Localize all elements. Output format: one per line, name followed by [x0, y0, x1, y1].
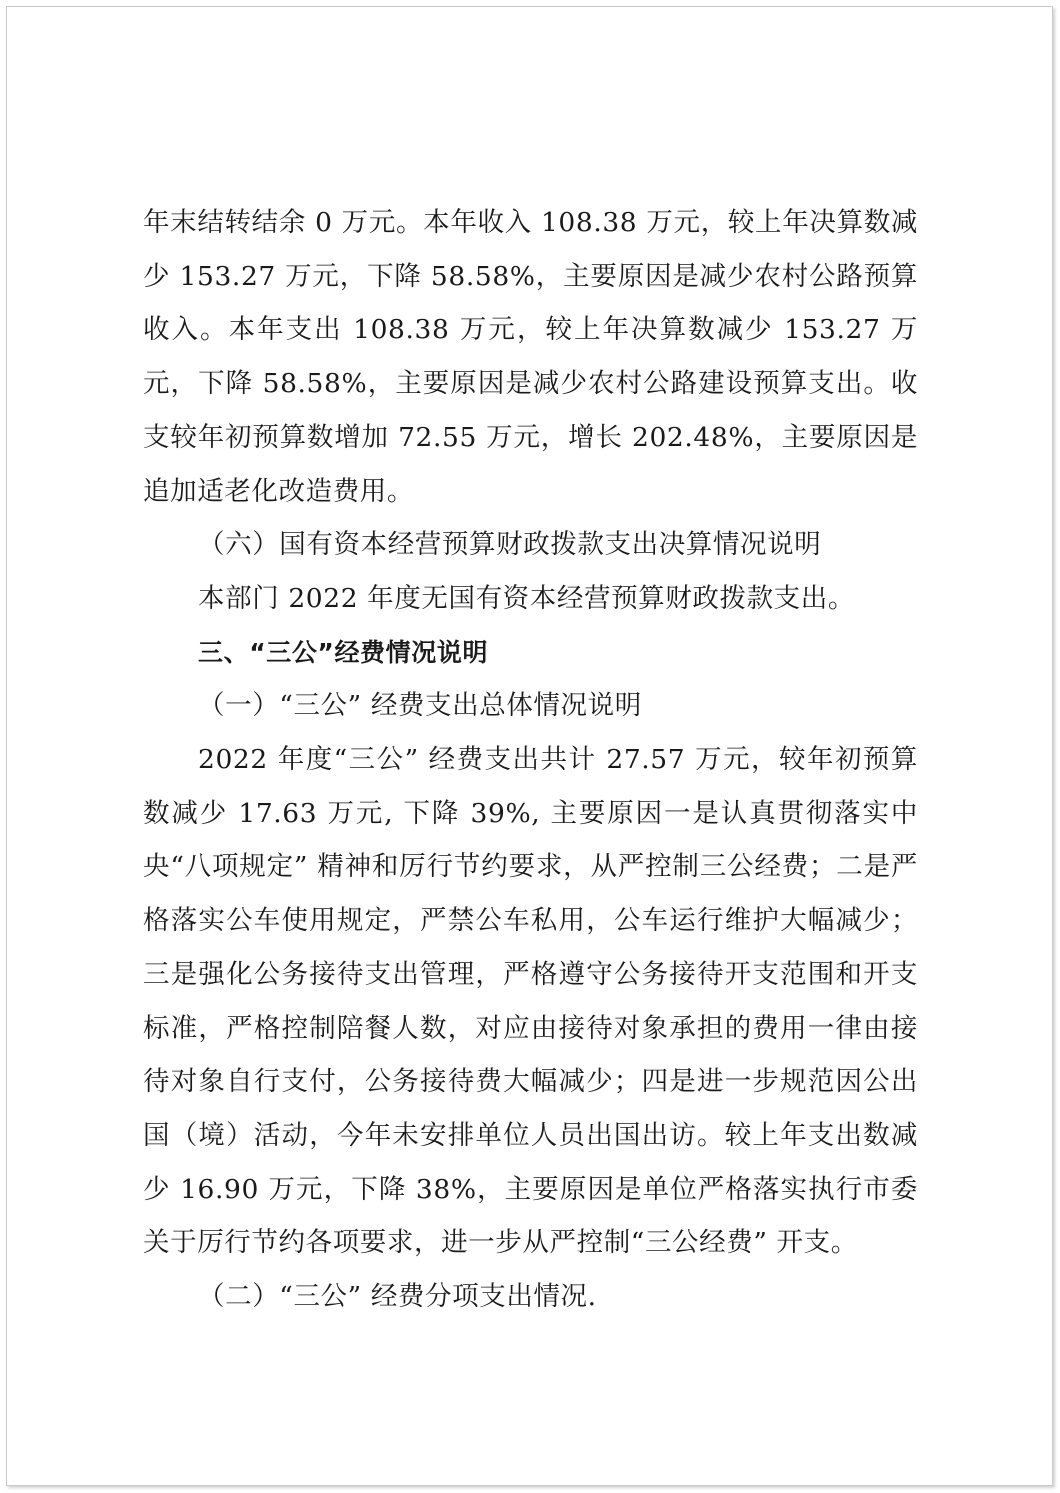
document-body: [143, 196, 918, 1324]
heading-overall-expense-explanation: （一）“三公” 经费支出总体情况说明: [198, 690, 642, 722]
heading-itemized-expenses: （二）“三公” 经费分项支出情况.: [198, 1281, 597, 1313]
paragraph-no-state-capital-expense: 本部门 2022 年度无国有资本经营预算财政拨款支出。: [198, 582, 855, 614]
heading-three-public-expenses: 三、“三公”经费情况说明: [198, 637, 489, 667]
heading-state-capital-budget: （六）国有资本经营预算财政拨款支出决算情况说明: [198, 529, 822, 561]
paragraph-budget-summary: 年末结转结余 0 万元。本年收入 108.38 万元，较上年决算数减少 153.27 万元，下降 58.58%，主要原因是减少农村公路预算收入。本年支出 108.38 万元，较上年决算数减少 153.27 万元，下降 58.58%，主要原因是减少农村公路建设预算支出。收支较年初预算数增加 72.55 万元，增长 202.48%，主要原因是追加适老化改造费用。: [143, 207, 918, 507]
paragraph-overall-expense-details: 2022 年度“三公” 经费支出共计 27.57 万元，较年初预算数减少 17.63 万元, 下降 39%, 主要原因一是认真贯彻落实中央“八项规定” 精神和厉行节约要求，从严控制三公经费；二是严格落实公车使用规定，严禁公车私用，公车运行维护大幅减少；三是强化公务接待支出管理，严格遵守公务接待开支范围和开支标准，严格控制陪餐人数，对应由接待对象承担的费用一律由接待对象自行支付，公务接待费大幅减少；四是进一步规范因公出国（境）活动，今年未安排单位人员出国出访。较上年支出数减少 16.90 万元，下降 38%，主要原因是单位严格落实执行市委关于厉行节约各项要求，进一步从严控制“三公经费” 开支。: [143, 744, 918, 1259]
